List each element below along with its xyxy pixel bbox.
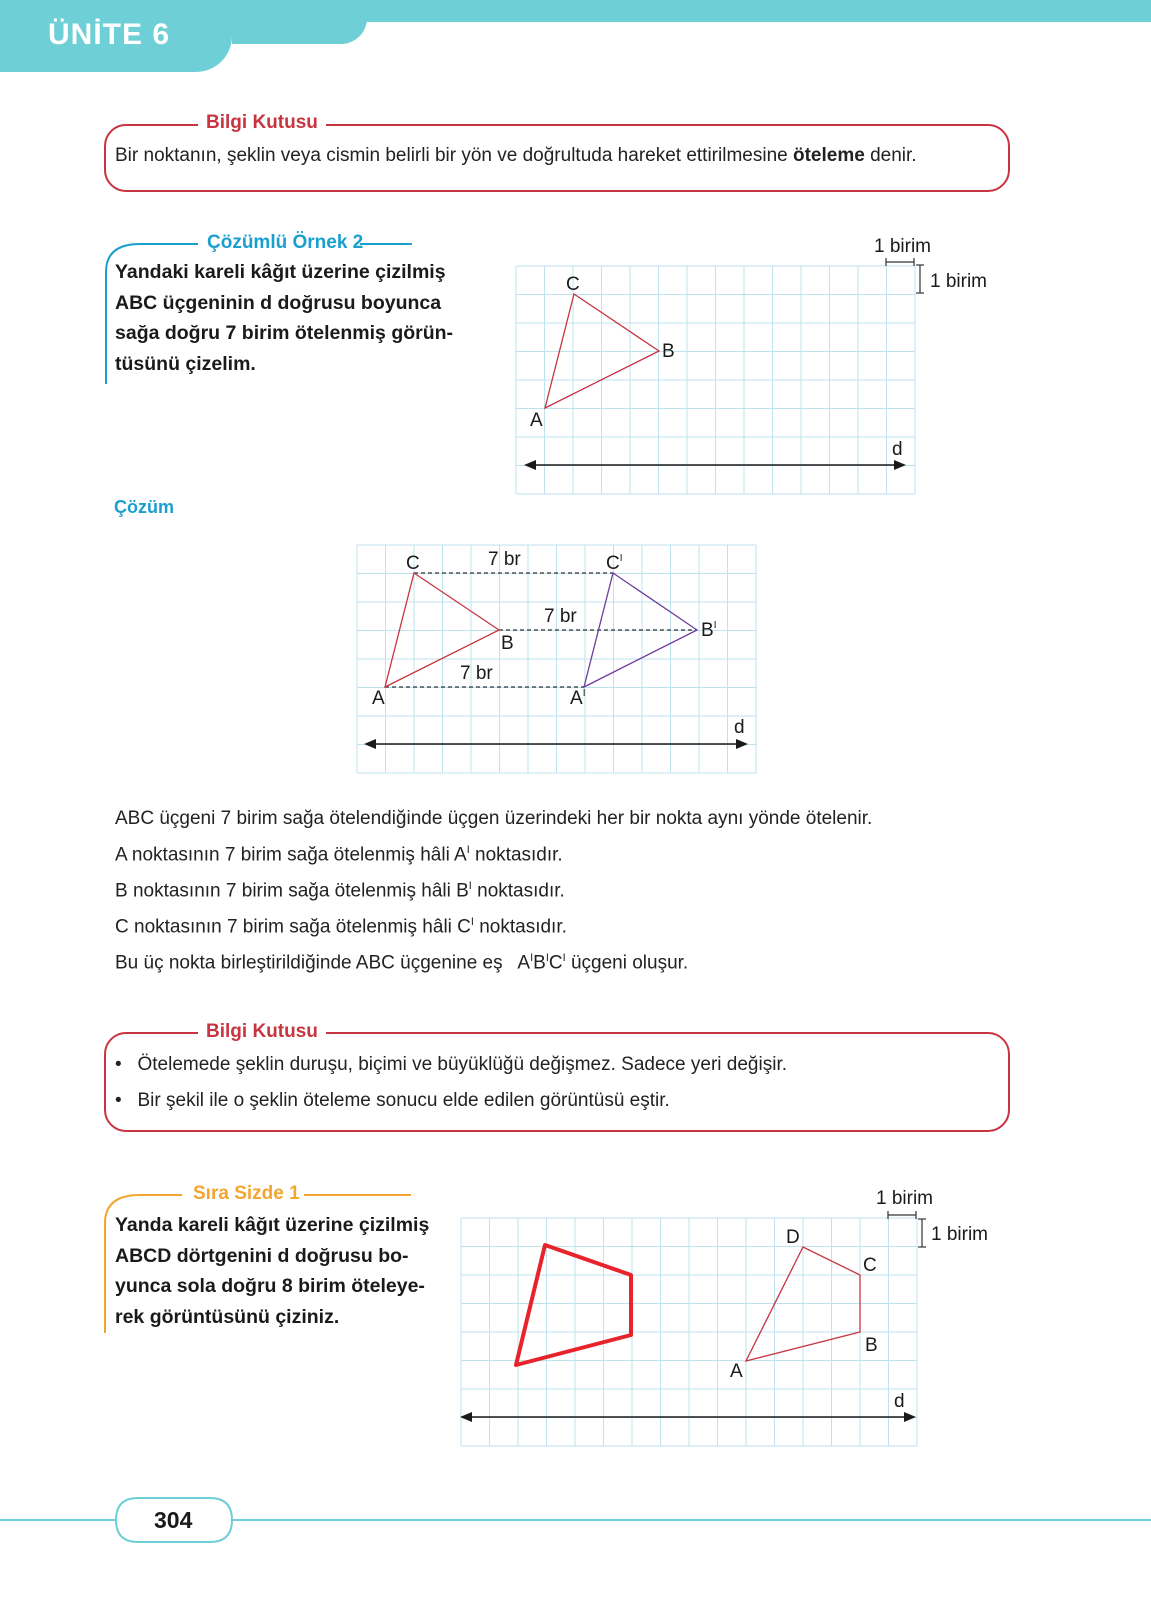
label-b-prime: $B^I$ bbox=[701, 620, 717, 641]
exercise-grid bbox=[456, 1183, 1016, 1453]
solution-line-5: Bu üç nokta birleştirildiğinde ABC üçgenine eş $A^IB^IC^I$ üçgeni oluşur. bbox=[115, 952, 689, 974]
grid-lines bbox=[357, 545, 756, 773]
solution-line-2: A noktasının 7 birim sağa ötelenmiş hâli $A^I$ noktasıdır. bbox=[115, 844, 563, 866]
example-title: Çözümlü Örnek 2 bbox=[207, 232, 364, 253]
info-bullet-1: • Ötelemede şeklin duruşu, biçimi ve büyüklüğü değişmez. Sadece yeri değişir. bbox=[115, 1054, 787, 1075]
distance-label-b: 7 br bbox=[544, 606, 577, 627]
label-a-prime: $A^I$ bbox=[570, 688, 586, 709]
handdrawn-answer bbox=[516, 1245, 631, 1365]
unit-h-label: 1 birim bbox=[876, 1188, 934, 1209]
label-d: d bbox=[892, 439, 903, 460]
info-box-text: Bir noktanın, şeklin veya cismin belirli bir yön ve doğrultuda hareket ettirilmesine öteleme denir. bbox=[115, 145, 917, 166]
unit-v-label: 1 birim bbox=[930, 271, 988, 292]
label-c-prime: $C^I$ bbox=[606, 553, 623, 574]
label-c: C bbox=[406, 553, 420, 574]
info-box-properties bbox=[104, 1032, 1010, 1132]
label-b: B bbox=[662, 341, 675, 362]
distance-label-a: 7 br bbox=[460, 663, 493, 684]
label-a: A bbox=[730, 1361, 743, 1382]
unit-tab-extension bbox=[232, 0, 367, 44]
unit-title: ÜNİTE 6 bbox=[48, 18, 171, 51]
label-a: A bbox=[372, 688, 385, 709]
unit-h-label: 1 birim bbox=[874, 236, 932, 257]
solution-grid bbox=[352, 540, 762, 780]
solution-line-3: B noktasının 7 birim sağa ötelenmiş hâli $B^I$ noktasıdır. bbox=[115, 880, 565, 902]
exercise-text: Yanda kareli kâğıt üzerine çizilmiş ABCD dörtgenini d doğrusu bo- yunca sola doğru 8 birim öteleye- rek görüntüsünü çiziniz. bbox=[115, 1214, 430, 1328]
example-text: Yandaki kareli kâğıt üzerine çizilmiş ABC üçgeninin d doğrusu boyunca sağa doğru 7 birim ötelenmiş görün- tüsünü çizelim. bbox=[115, 261, 454, 375]
exercise-title: Sıra Sizde 1 bbox=[193, 1183, 300, 1204]
info-box-title: Bilgi Kutusu bbox=[198, 1021, 326, 1043]
label-d: d bbox=[734, 717, 745, 738]
solution-line-4: C noktasının 7 birim sağa ötelenmiş hâli $C^I$ noktasıdır. bbox=[115, 916, 567, 938]
info-bullet-2: • Bir şekil ile o şeklin öteleme sonucu elde edilen görüntüsü eştir. bbox=[115, 1090, 670, 1111]
unit-v-label: 1 birim bbox=[931, 1224, 989, 1245]
label-d: D bbox=[786, 1227, 800, 1248]
example-grid bbox=[510, 230, 1010, 500]
label-b: B bbox=[501, 633, 514, 654]
grid-lines bbox=[516, 266, 915, 494]
page-number: 304 bbox=[154, 1507, 193, 1533]
info-box-title: Bilgi Kutusu bbox=[198, 112, 326, 134]
label-b: B bbox=[865, 1335, 878, 1356]
solution-title: Çözüm bbox=[114, 497, 174, 517]
distance-label-c: 7 br bbox=[488, 549, 521, 570]
label-c: C bbox=[566, 274, 580, 295]
label-a: A bbox=[530, 410, 543, 431]
label-line-d: d bbox=[894, 1391, 905, 1412]
grid-lines bbox=[461, 1218, 917, 1446]
solution-line-1: ABC üçgeni 7 birim sağa ötelendiğinde üçgen üzerindeki her bir nokta aynı yönde ötelenir. bbox=[115, 808, 873, 829]
label-c: C bbox=[863, 1255, 877, 1276]
